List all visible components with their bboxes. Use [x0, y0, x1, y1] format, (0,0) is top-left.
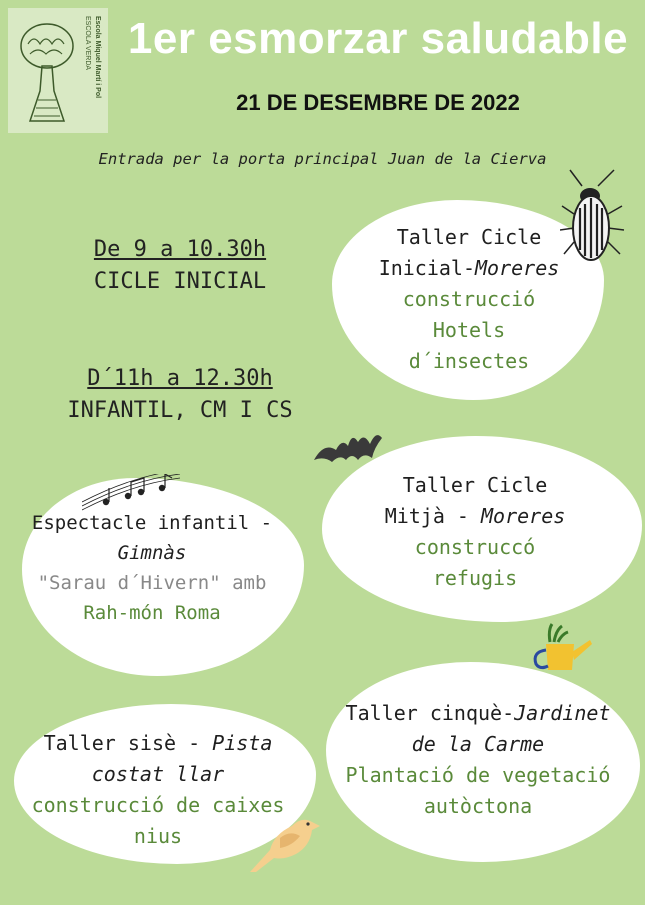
card-place: de la Carme [411, 732, 545, 756]
card-line: Espectacle infantil - [31, 512, 273, 534]
card-activity: autòctona [423, 794, 533, 818]
card-place: Jardinet [514, 701, 611, 725]
card-activity: "Sarau d´Hivern" amb [37, 572, 267, 594]
card-line [330, 501, 620, 532]
card-place: Moreres [481, 504, 566, 528]
card-text: Mitjà - [384, 504, 482, 528]
card-place: Moreres [475, 256, 560, 280]
schedule-group: CICLE INICIAL [93, 269, 267, 294]
workshop-card-cinque [326, 698, 630, 822]
card-activity: Plantació de vegetació [345, 763, 611, 787]
beetle-icon [560, 168, 626, 268]
school-logo [8, 8, 108, 133]
card-place: Pista [212, 731, 273, 755]
workshop-card-infantil [12, 508, 292, 628]
bird-icon [246, 810, 324, 874]
card-activity: construcció de caixes [31, 793, 285, 817]
card-activity: Rah-món Roma [83, 602, 221, 624]
watering-can-icon [526, 622, 594, 676]
event-date: 21 DE DESEMBRE DE 2022 [236, 90, 520, 115]
schedule-block-1 [30, 234, 330, 298]
card-line [10, 728, 306, 759]
card-line [326, 698, 630, 729]
card-text: Inicial- [378, 256, 476, 280]
card-line: Taller Cicle [402, 473, 548, 497]
schedule-group: INFANTIL, CM I CS [67, 398, 293, 423]
logo-text [82, 16, 102, 98]
card-activity: Hotels [432, 318, 506, 342]
card-text: Taller cinquè- [345, 701, 515, 725]
entrance-note: Entrada per la porta principal Juan de la Cierva [98, 150, 547, 168]
card-place: costat llar [91, 762, 225, 786]
schedule-time: De 9 a 10.30h [93, 237, 267, 262]
tree-illustration-icon [14, 16, 84, 126]
card-text: Taller sisè - [43, 731, 213, 755]
schedule-block-2 [20, 363, 340, 427]
page-title: 1er esmorzar saludable [127, 14, 629, 63]
card-activity: nius [133, 824, 183, 848]
card-activity: d´insectes [408, 349, 530, 373]
card-place: Gimnàs [117, 542, 187, 564]
logo-school-name: Escola Miquel Martí i Pol [94, 16, 101, 99]
card-line: Taller Cicle [396, 225, 542, 249]
schedule-time: D´11h a 12.30h [87, 366, 273, 391]
card-activity: construccó [414, 535, 536, 559]
logo-subtitle: ESCOLA VERDA [84, 16, 91, 71]
workshop-card-cicle-mitja [330, 470, 620, 594]
card-activity: refugis [432, 566, 518, 590]
card-activity: construcció [402, 287, 536, 311]
